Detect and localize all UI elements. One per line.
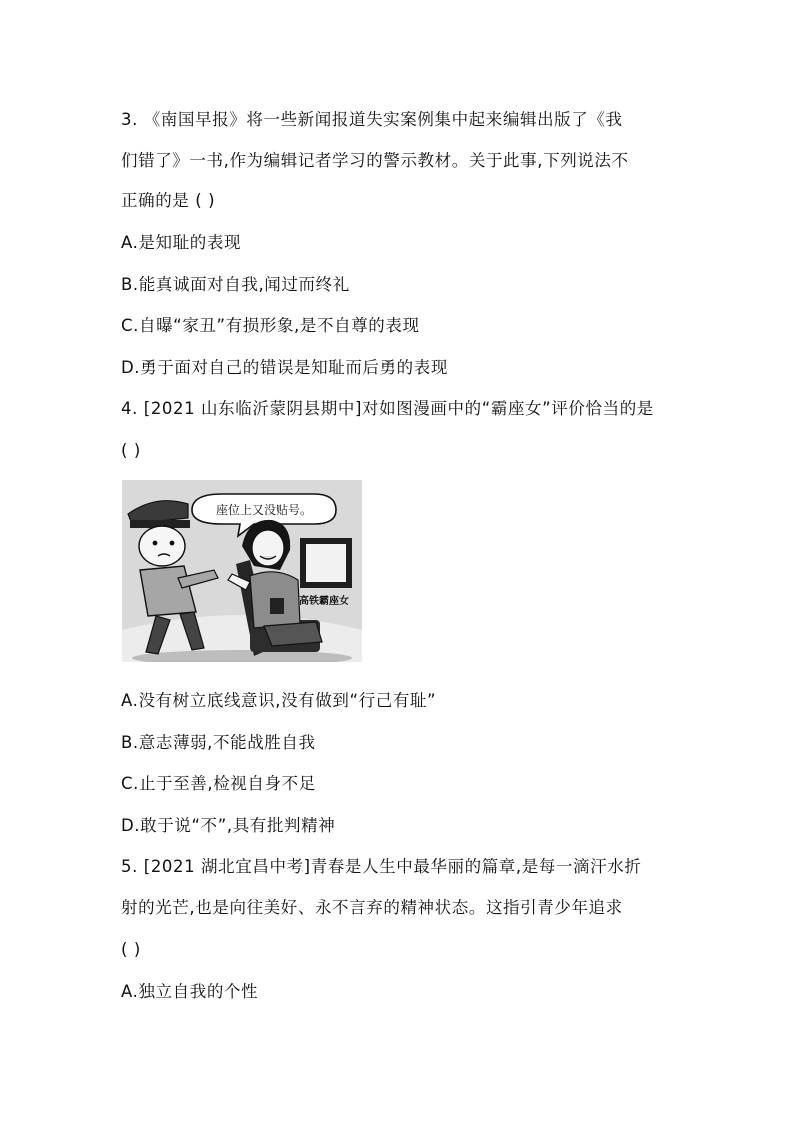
q3-option-c: C.自曝“家丑”有损形象,是不自尊的表现 bbox=[121, 316, 420, 335]
q5-stem-line-2: 射的光芒,也是向往美好、永不言弃的精神状态。这指引青少年追求 bbox=[121, 898, 623, 917]
q3-option-b: B.能真诚面对自我,闻过而终礼 bbox=[121, 275, 350, 294]
q4-option-b: B.意志薄弱,不能战胜自我 bbox=[121, 733, 316, 752]
q4-option-c: C.止于至善,检视自身不足 bbox=[121, 774, 316, 793]
q4-stem-line-1: 4. [2021 山东临沂蒙阴县期中]对如图漫画中的“霸座女”评价恰当的是 bbox=[121, 399, 654, 418]
q4-option-d: D.敢于说“不”,具有批判精神 bbox=[121, 816, 336, 835]
q5-stem-line-1: 5. [2021 湖北宜昌中考]青春是人生中最华丽的篇章,是每一滴汗水折 bbox=[121, 857, 642, 876]
q3-option-d: D.勇于面对自己的错误是知耻而后勇的表现 bbox=[121, 358, 448, 377]
q3-option-a: A.是知耻的表现 bbox=[121, 233, 242, 252]
q5-stem-line-3: ( ) bbox=[121, 940, 141, 959]
q4-option-a: A.没有树立底线意识,没有做到“行己有耻” bbox=[121, 691, 437, 710]
cartoon-image bbox=[122, 480, 362, 662]
q3-stem-line-2: 们错了》一书,作为编辑记者学习的警示教材。关于此事,下列说法不 bbox=[121, 151, 629, 170]
q5-option-a: A.独立自我的个性 bbox=[121, 982, 259, 1001]
speech-bubble-text: 座位上又没贴号。 bbox=[215, 503, 313, 517]
q3-stem-line-3: 正确的是 ( ) bbox=[121, 191, 216, 210]
q3-stem-line-1: 3. 《南国早报》将一些新闻报道失实案例集中起来编辑出版了《我 bbox=[121, 110, 623, 129]
q4-stem-line-2: ( ) bbox=[121, 441, 141, 460]
cartoon-label: 高铁霸座女 bbox=[299, 596, 349, 607]
